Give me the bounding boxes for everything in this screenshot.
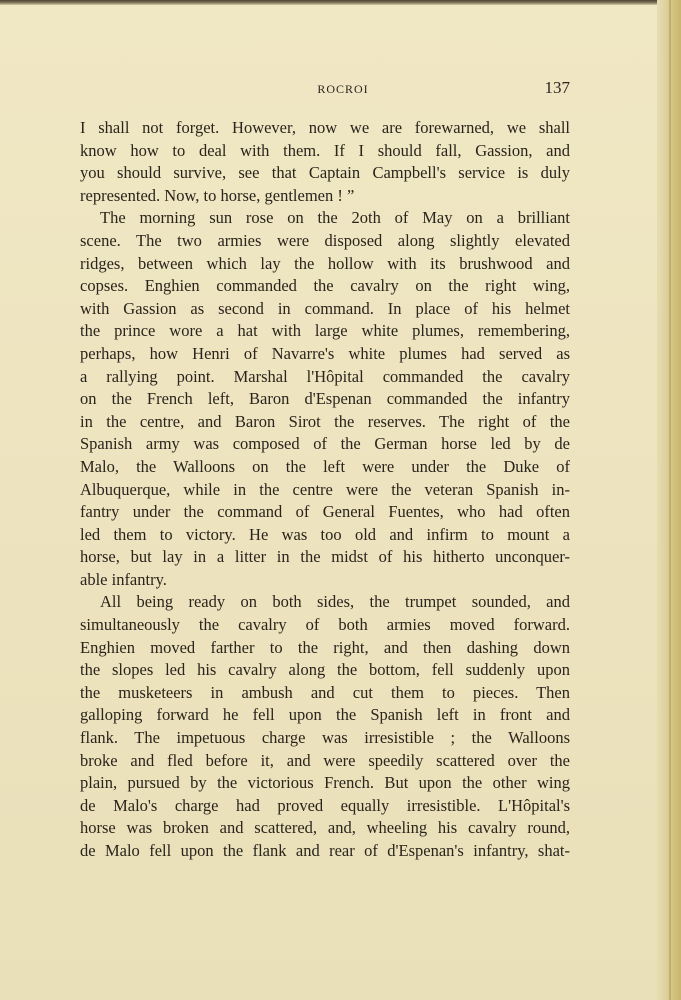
text-line: copses. Enghien commanded the cavalry on the right wing,: [80, 276, 570, 296]
text-line: the prince wore a hat with large white plumes, remembering,: [80, 321, 570, 341]
text-line: Albuquerque, while in the centre were the veteran Spanish in-: [80, 479, 570, 499]
text-line: simultaneously the cavalry of both armies moved forward.: [80, 615, 570, 635]
running-head: [80, 78, 570, 102]
text-line: galloping forward he fell upon the Spanish left in front and: [80, 705, 570, 725]
text-line: know how to deal with them. If I should fall, Gassion, and: [80, 140, 570, 160]
text-line: ridges, between which lay the hollow with its brushwood and: [80, 253, 570, 273]
text-line: a rallying point. Marshal l'Hôpital commanded the cavalry: [80, 366, 570, 386]
text-line: fantry under the command of General Fuentes, who had often: [80, 502, 570, 522]
text-line: Spanish army was composed of the German horse led by de: [80, 434, 570, 454]
text-line: perhaps, how Henri of Navarre's white plumes had served as: [80, 343, 570, 363]
text-line: de Malo's charge had proved equally irresistible. L'Hôpital's: [80, 795, 570, 815]
text-line: you should survive, see that Captain Campbell's service is duly: [80, 163, 570, 183]
page-top-edge: [0, 0, 681, 5]
text-line: able infantry.: [80, 569, 167, 589]
page-number: 137: [544, 78, 570, 97]
text-line: broke and fled before it, and were speedily scattered over the: [80, 750, 570, 770]
text-line: led them to victory. He was too old and infirm to mount a: [80, 524, 570, 544]
text-line: horse was broken and scattered, and, wheeling his cavalry round,: [80, 818, 570, 838]
text-line: scene. The two armies were disposed along slightly elevated: [80, 230, 570, 250]
text-line: Enghien moved farther to the right, and then dashing down: [80, 637, 570, 657]
page-binding-line: [669, 0, 671, 1000]
body-text: [80, 117, 570, 863]
text-line: plain, pursued by the victorious French. But upon the other wing: [80, 773, 570, 793]
text-line: Malo, the Walloons on the left were under the Duke of: [80, 456, 570, 476]
text-line: the slopes led his cavalry along the bottom, fell suddenly upon: [80, 660, 570, 680]
text-line: flank. The impetuous charge was irresistible ; the Walloons: [80, 728, 570, 748]
text-line: represented. Now, to horse, gentlemen ! ”: [80, 185, 355, 205]
text-line: I shall not forget. However, now we are forewarned, we shall: [80, 118, 570, 137]
text-line: in the centre, and Baron Sirot the reserves. The right of the: [80, 411, 570, 431]
text-line: de Malo fell upon the flank and rear of d'Espenan's infantry, shat-: [80, 841, 570, 860]
text-line: the musketeers in ambush and cut them to pieces. Then: [80, 682, 570, 702]
text-line: horse, but lay in a litter in the midst of his hitherto unconquer-: [80, 547, 570, 567]
running-title: ROCROI: [317, 82, 369, 96]
text-line: on the French left, Baron d'Espenan commanded the infantry: [80, 389, 570, 409]
text-line: All being ready on both sides, the trumpet sounded, and: [100, 592, 570, 612]
text-line: The morning sun rose on the 2oth of May on a brilliant: [100, 208, 570, 228]
text-line: with Gassion as second in command. In place of his helmet: [80, 298, 570, 318]
